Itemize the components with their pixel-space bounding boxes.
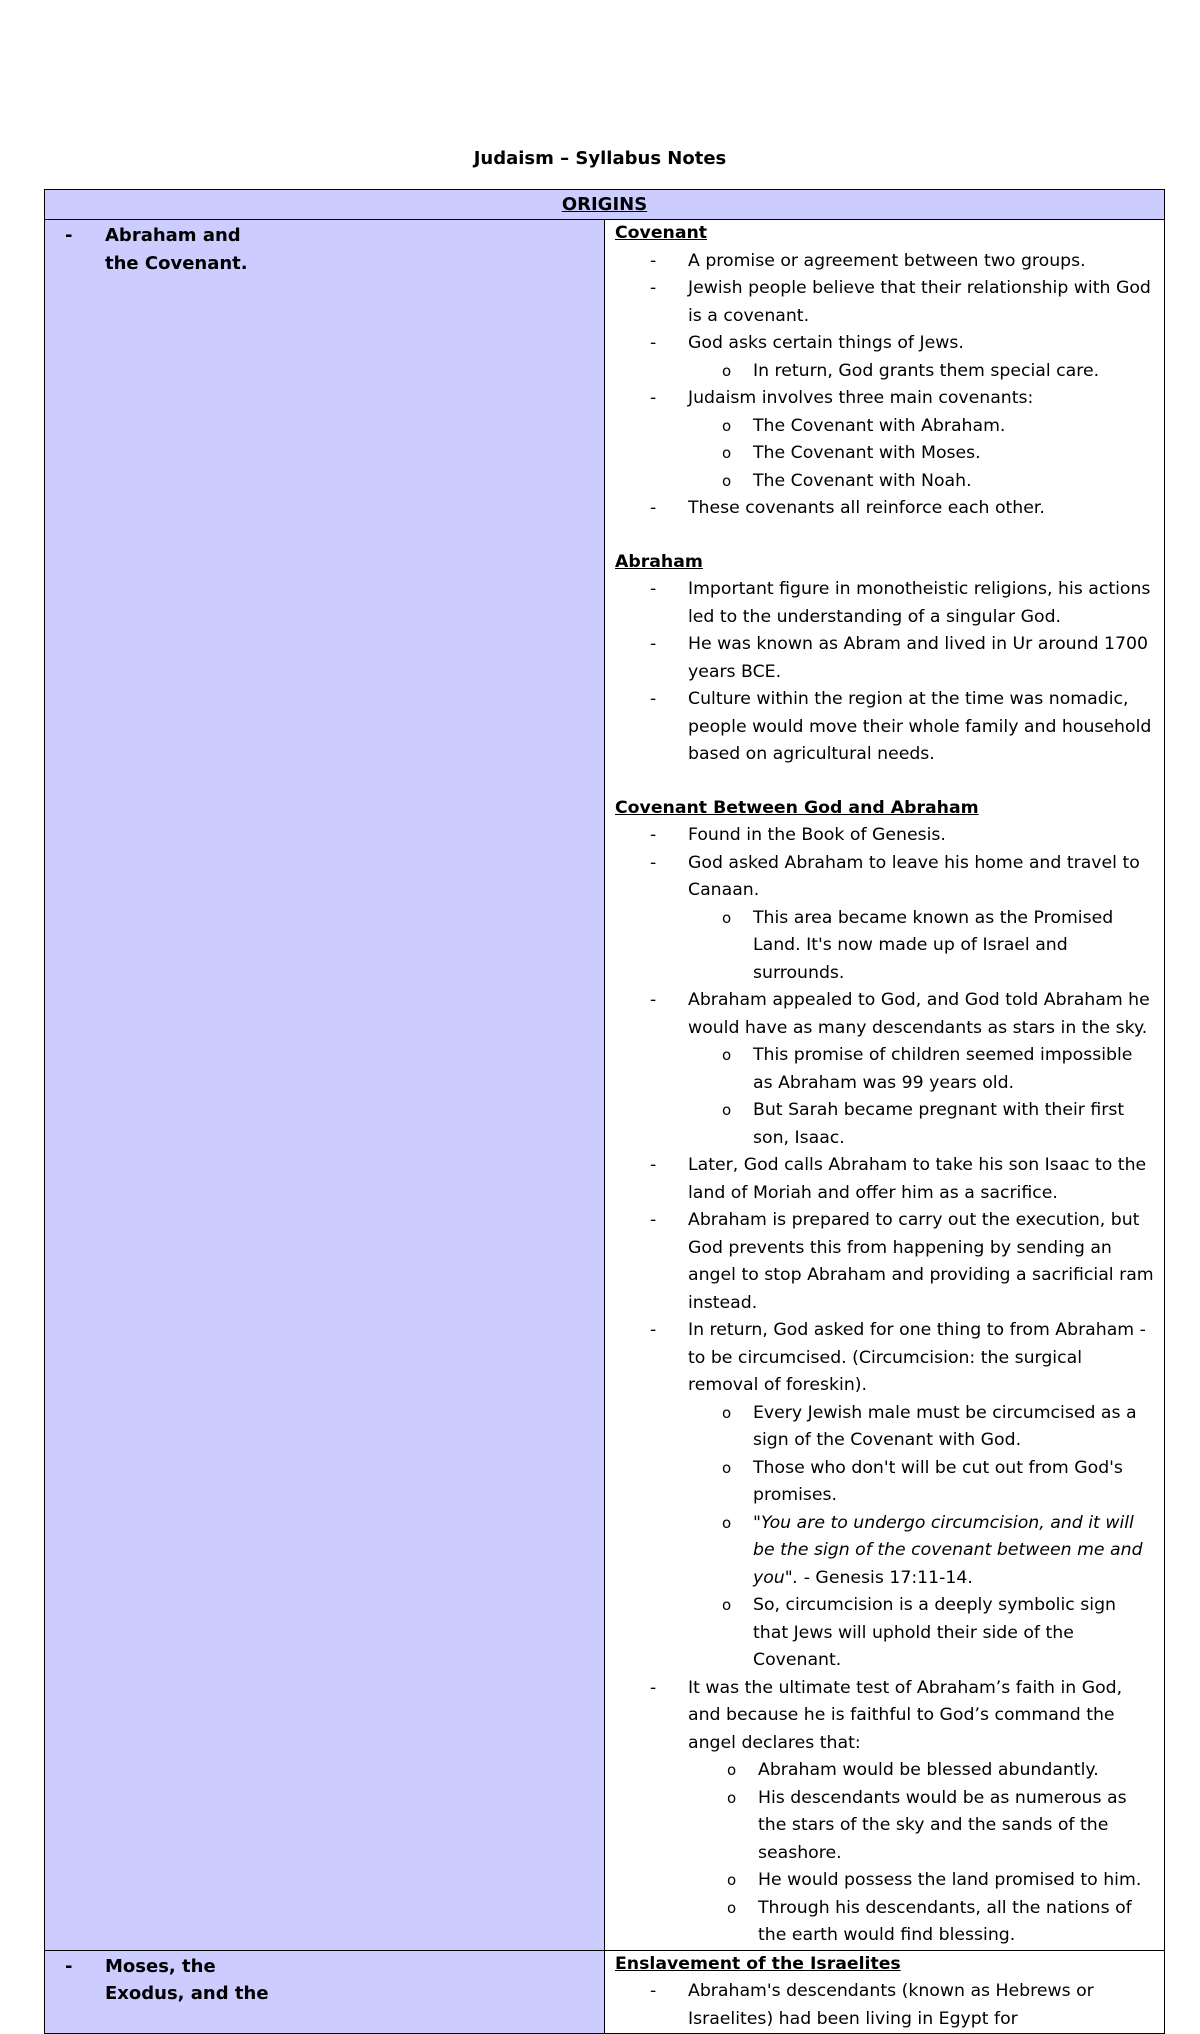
circle-marker: o (722, 1046, 732, 1064)
dash-marker: - (650, 250, 657, 271)
bullet-text (688, 686, 1154, 769)
dash-marker: - (650, 498, 657, 518)
bullet-text (758, 1757, 1154, 1785)
circle-marker: o (727, 1871, 737, 1889)
table-row (45, 1950, 1165, 2034)
bullet-text-run: Abraham's descendants (known as Hebrews or Israelites) had been living in Egypt for (688, 1981, 1094, 2029)
bullet-text (688, 1675, 1154, 1758)
bullet-text-run: But Sarah became pregnant with their first son, Isaac. (753, 1100, 1125, 1148)
bullet-text-run: Judaism involves three main covenants: (688, 388, 1034, 408)
content-body (605, 220, 1164, 1950)
bullet-item (615, 822, 1154, 850)
dash-marker: - (650, 579, 657, 599)
bullet-item (615, 385, 1154, 413)
topic-bullet: - (65, 1955, 73, 1977)
sub-bullet-item (615, 468, 1154, 496)
sub-bullet-item (615, 413, 1154, 441)
bullet-text-run: This area became known as the Promised Land. It's now made up of Israel and surrounds. (753, 907, 1114, 983)
bullet-text-run: God asked Abraham to leave his home and travel to Canaan. (688, 852, 1140, 900)
bullet-text (688, 248, 1154, 276)
bullet-text-run: Abraham is prepared to carry out the execution, but God prevents this from happening by sending an angel to stop Abraham and providing a sacrificial ram instead. (688, 1210, 1154, 1313)
bullet-text (753, 1455, 1154, 1510)
bullet-text-run: In return, God asked for one thing to from Abraham - to be circumcised. (Circumcision: the surgical removal of foreskin). (688, 1320, 1146, 1395)
dash-marker: - (650, 852, 657, 873)
section-header-origins: ORIGINS (45, 190, 1165, 220)
bullet-text-run: Culture within the region at the time was nomadic, people would move their whole family and household based on agricultural needs. (688, 689, 1152, 764)
bullet-text (753, 1097, 1154, 1152)
circle-marker: o (722, 1101, 732, 1119)
bullet-item (615, 686, 1154, 769)
bullet-text (688, 275, 1154, 330)
bullet-item (615, 631, 1154, 686)
sub-bullet-item (615, 1895, 1154, 1950)
bullet-item (615, 1978, 1154, 2033)
content-cell (605, 220, 1165, 1951)
bullet-item (615, 1207, 1154, 1317)
bullet-text-run: In return, God grants them special care. (753, 360, 1100, 381)
circle-marker: o (722, 471, 732, 490)
dash-marker: - (650, 1320, 657, 1340)
bullet-item (615, 850, 1154, 905)
bullet-text (753, 358, 1154, 386)
bullet-text-run: He was known as Abram and lived in Ur around 1700 years BCE. (688, 634, 1149, 682)
circle-marker: o (722, 361, 732, 380)
bullet-text-run: Those who don't will be cut out from God's promises. (753, 1457, 1123, 1505)
sub-bullet-item (615, 1400, 1154, 1455)
bullet-text (688, 576, 1154, 631)
bullet-text-run: - Genesis 17:11-14. (798, 1567, 973, 1588)
dash-marker: - (650, 689, 657, 709)
section-heading: Abraham (615, 551, 703, 572)
circle-marker: o (722, 1596, 732, 1614)
document-title: Judaism – Syllabus Notes (473, 148, 727, 169)
bullet-text (753, 440, 1154, 468)
bullet-text (753, 1510, 1154, 1593)
circle-marker: o (727, 1788, 737, 1807)
bullet-text (688, 495, 1154, 523)
dash-marker: - (650, 990, 657, 1010)
sub-bullet-item (615, 1592, 1154, 1675)
bullet-text-run: Important figure in monotheistic religions, his actions led to the understanding of a singular God. (688, 579, 1151, 627)
sub-bullet-item (615, 1785, 1154, 1868)
sub-bullet-item (615, 1510, 1154, 1593)
bullet-item (615, 1317, 1154, 1400)
bullet-text-run: Through his descendants, all the nations of the earth would find blessing. (758, 1897, 1132, 1945)
bullet-item (615, 1152, 1154, 1207)
bullet-text-run: The Covenant with Moses. (753, 443, 981, 463)
bullet-text (758, 1785, 1154, 1868)
section-gap (615, 769, 1154, 795)
bullet-text-run: Found in the Book of Genesis. (688, 825, 946, 845)
bullet-item (615, 495, 1154, 523)
sub-bullet-item (615, 358, 1154, 386)
topic-text: Abraham and the Covenant. (105, 225, 248, 274)
bullet-text-run: Abraham appealed to God, and God told Abraham he would have as many descendants as stars in the sky. (688, 990, 1150, 1038)
bullet-text-run: So, circumcision is a deeply symbolic sign that Jews will uphold their side of the Covenant. (753, 1595, 1117, 1670)
bullet-text (688, 330, 1154, 358)
section-heading: Covenant Between God and Abraham (615, 797, 979, 818)
topic-cell (45, 1950, 605, 2034)
bullet-text-run: The Covenant with Abraham. (753, 415, 1006, 436)
dash-marker: - (650, 1981, 657, 2001)
bullet-text (688, 1317, 1154, 1400)
sub-bullet-item (615, 440, 1154, 468)
dash-marker: - (650, 825, 657, 845)
bullet-text (688, 850, 1154, 905)
sub-bullet-item (615, 1757, 1154, 1785)
dash-marker: - (650, 1210, 657, 1230)
dash-marker: - (650, 333, 657, 353)
bullet-text-run: This promise of children seemed impossible as Abraham was 99 years old. (753, 1045, 1133, 1093)
bullet-text (758, 1895, 1154, 1950)
sub-bullet-item (615, 1867, 1154, 1895)
circle-marker: o (722, 444, 732, 462)
dash-marker: - (650, 278, 657, 298)
circle-marker: o (727, 1761, 737, 1779)
circle-marker: o (722, 1458, 732, 1477)
bullet-text-run: A promise or agreement between two groups. (688, 250, 1086, 271)
bullet-text (753, 1042, 1154, 1097)
bullet-item (615, 330, 1154, 358)
bullet-text (688, 1207, 1154, 1317)
topic-label (45, 220, 604, 277)
circle-marker: o (722, 908, 732, 927)
dash-marker: - (650, 634, 657, 654)
quote-text: "You are to undergo circumcision, and it will be the sign of the covenant between me and you". (753, 1512, 1143, 1588)
section-heading: Enslavement of the Israelites (615, 1953, 901, 1974)
dash-marker: - (650, 1155, 657, 1175)
bullet-text-run: Later, God calls Abraham to take his son Isaac to the land of Moriah and offer him as a sacrifice. (688, 1155, 1147, 1203)
topic-label (45, 1951, 604, 2008)
bullet-text-run: It was the ultimate test of Abraham’s faith in God, and because he is faithful to God’s command the angel declares that: (688, 1677, 1123, 1753)
bullet-text (688, 822, 1154, 850)
table-row (45, 220, 1165, 1951)
bullet-text-run: These covenants all reinforce each other. (688, 498, 1045, 518)
bullet-text (688, 385, 1154, 413)
bullet-item (615, 248, 1154, 276)
bullet-text-run: The Covenant with Noah. (753, 470, 972, 491)
content-body (605, 1951, 1164, 2034)
section-gap (615, 523, 1154, 549)
bullet-text-run: Every Jewish male must be circumcised as a sign of the Covenant with God. (753, 1402, 1137, 1450)
dash-marker: - (650, 388, 657, 408)
bullet-text (753, 1592, 1154, 1675)
circle-marker: o (722, 1513, 732, 1532)
bullet-text-run: He would possess the land promised to him. (758, 1870, 1142, 1890)
bullet-text (753, 413, 1154, 441)
circle-marker: o (722, 1403, 732, 1422)
bullet-text-run: Jewish people believe that their relationship with God is a covenant. (688, 278, 1151, 326)
content-cell (605, 1950, 1165, 2034)
sub-bullet-item (615, 1455, 1154, 1510)
bullet-item (615, 576, 1154, 631)
bullet-text (758, 1867, 1154, 1895)
section-heading: Covenant (615, 223, 708, 243)
bullet-text (688, 631, 1154, 686)
sub-bullet-item (615, 905, 1154, 988)
bullet-text (753, 468, 1154, 496)
bullet-item (615, 275, 1154, 330)
topic-bullet: - (65, 225, 73, 246)
syllabus-table (44, 189, 1165, 2034)
sub-bullet-item (615, 1097, 1154, 1152)
circle-marker: o (727, 1898, 737, 1917)
bullet-text (753, 1400, 1154, 1455)
topic-cell (45, 220, 605, 1951)
bullet-text (688, 987, 1154, 1042)
bullet-text (753, 905, 1154, 988)
bullet-text-run: Abraham would be blessed abundantly. (758, 1760, 1099, 1780)
bullet-item (615, 1675, 1154, 1758)
bullet-item (615, 987, 1154, 1042)
dash-marker: - (650, 1677, 657, 1698)
bullet-text (688, 1152, 1154, 1207)
bullet-text-run: His descendants would be as numerous as the stars of the sky and the sands of the seashore. (758, 1787, 1127, 1863)
circle-marker: o (722, 416, 732, 435)
table-header-row (45, 190, 1165, 220)
sub-bullet-item (615, 1042, 1154, 1097)
bullet-text-run: God asks certain things of Jews. (688, 333, 964, 353)
topic-text: Moses, the Exodus, and the (105, 1955, 269, 2004)
bullet-text (688, 1978, 1154, 2033)
